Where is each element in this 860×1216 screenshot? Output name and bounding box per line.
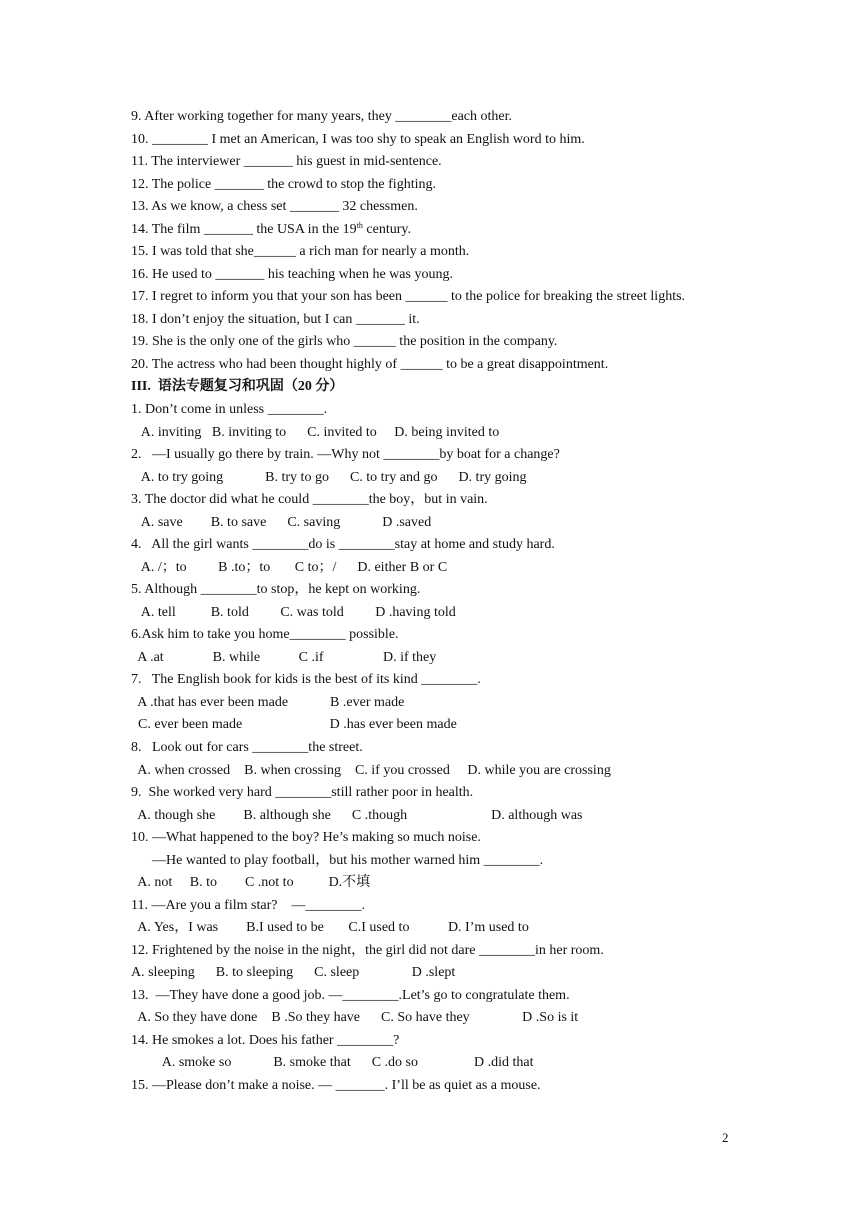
options-line: A. sleeping B. to sleeping C. sleep D .slept xyxy=(131,965,456,980)
fill-in-item-9: 9. After working together for many years, they ________each other. xyxy=(131,109,513,124)
options-line: A. Yes，I was B.I used to be C.I used to D. I’m used to xyxy=(131,920,529,935)
question-line: 10. —What happened to the boy? He’s making so much noise. xyxy=(131,830,481,845)
question-line: 3. The doctor did what he could ________the boy，but in vain. xyxy=(131,492,488,507)
question-line: 5. Although ________to stop，he kept on working. xyxy=(131,582,421,597)
fill-in-item-12: 12. The police _______ the crowd to stop the fighting. xyxy=(131,177,436,192)
question-line: 2. —I usually go there by train. —Why not ________by boat for a change? xyxy=(131,447,560,462)
fill-in-item-16: 16. He used to _______ his teaching when he was young. xyxy=(131,267,453,282)
fill-in-item-15: 15. I was told that she______ a rich man for nearly a month. xyxy=(131,244,470,259)
fill-in-item-14 xyxy=(131,221,411,239)
fill-in-item-14-text: 14. The film _______ the USA in the 19 xyxy=(131,222,357,237)
question-line: 7. The English book for kids is the best of its kind ________. xyxy=(131,672,481,687)
fill-in-item-14-tail: century. xyxy=(362,222,411,237)
options-line: A. inviting B. inviting to C. invited to D. being invited to xyxy=(131,425,500,440)
options-line: A. not B. to C .not to D.不填 xyxy=(131,875,371,890)
options-line: A. smoke so B. smoke that C .do so D .did that xyxy=(131,1055,534,1070)
options-line: A. though she B. although she C .though D. although was xyxy=(131,808,583,823)
question-line: 13. —They have done a good job. —________.Let’s go to congratulate them. xyxy=(131,988,570,1003)
question-line: —He wanted to play football，but his mother warned him ________. xyxy=(131,853,544,868)
fill-in-item-20: 20. The actress who had been thought highly of ______ to be a great disappointment. xyxy=(131,357,609,372)
question-line: 1. Don’t come in unless ________. xyxy=(131,402,328,417)
options-line: A. tell B. told C. was told D .having told xyxy=(131,605,456,620)
question-line: 11. —Are you a film star? —________. xyxy=(131,898,365,913)
section-heading: III. 语法专题复习和巩固（20 分） xyxy=(131,379,344,394)
options-line: A. So they have done B .So they have C. So have they D .So is it xyxy=(131,1010,579,1025)
superscript-th: th xyxy=(356,221,363,230)
fill-in-item-18: 18. I don’t enjoy the situation, but I can _______ it. xyxy=(131,312,420,327)
question-line: 8. Look out for cars ________the street. xyxy=(131,740,363,755)
options-line: A. to try going B. try to go C. to try and go D. try going xyxy=(131,470,527,485)
question-line: 14. He smokes a lot. Does his father ________? xyxy=(131,1033,400,1048)
options-line: C. ever been made D .has ever been made xyxy=(131,717,457,732)
page-number: 2 xyxy=(722,1130,729,1145)
question-line: 12. Frightened by the noise in the night，the girl did not dare ________in her room. xyxy=(131,943,604,958)
options-line: A. /；to B .to；to C to；/ D. either B or C xyxy=(131,560,448,575)
options-line: A .at B. while C .if D. if they xyxy=(131,650,437,665)
fill-in-item-10: 10. ________ I met an American, I was too shy to speak an English word to him. xyxy=(131,132,585,147)
options-line: A. save B. to save C. saving D .saved xyxy=(131,515,432,530)
fill-in-item-17: 17. I regret to inform you that your son has been ______ to the police for breaking the street lights. xyxy=(131,289,686,304)
fill-in-item-19: 19. She is the only one of the girls who ______ the position in the company. xyxy=(131,334,558,349)
options-line: A. when crossed B. when crossing C. if you crossed D. while you are crossing xyxy=(131,763,611,778)
options-line: A .that has ever been made B .ever made xyxy=(131,695,405,710)
question-line: 15. —Please don’t make a noise. — _______. I’ll be as quiet as a mouse. xyxy=(131,1078,541,1093)
fill-in-item-13: 13. As we know, a chess set _______ 32 chessmen. xyxy=(131,199,418,214)
question-line: 4. All the girl wants ________do is ________stay at home and study hard. xyxy=(131,537,555,552)
question-line: 9. She worked very hard ________still rather poor in health. xyxy=(131,785,474,800)
question-line: 6.Ask him to take you home________ possible. xyxy=(131,627,399,642)
fill-in-item-11: 11. The interviewer _______ his guest in mid-sentence. xyxy=(131,154,442,169)
